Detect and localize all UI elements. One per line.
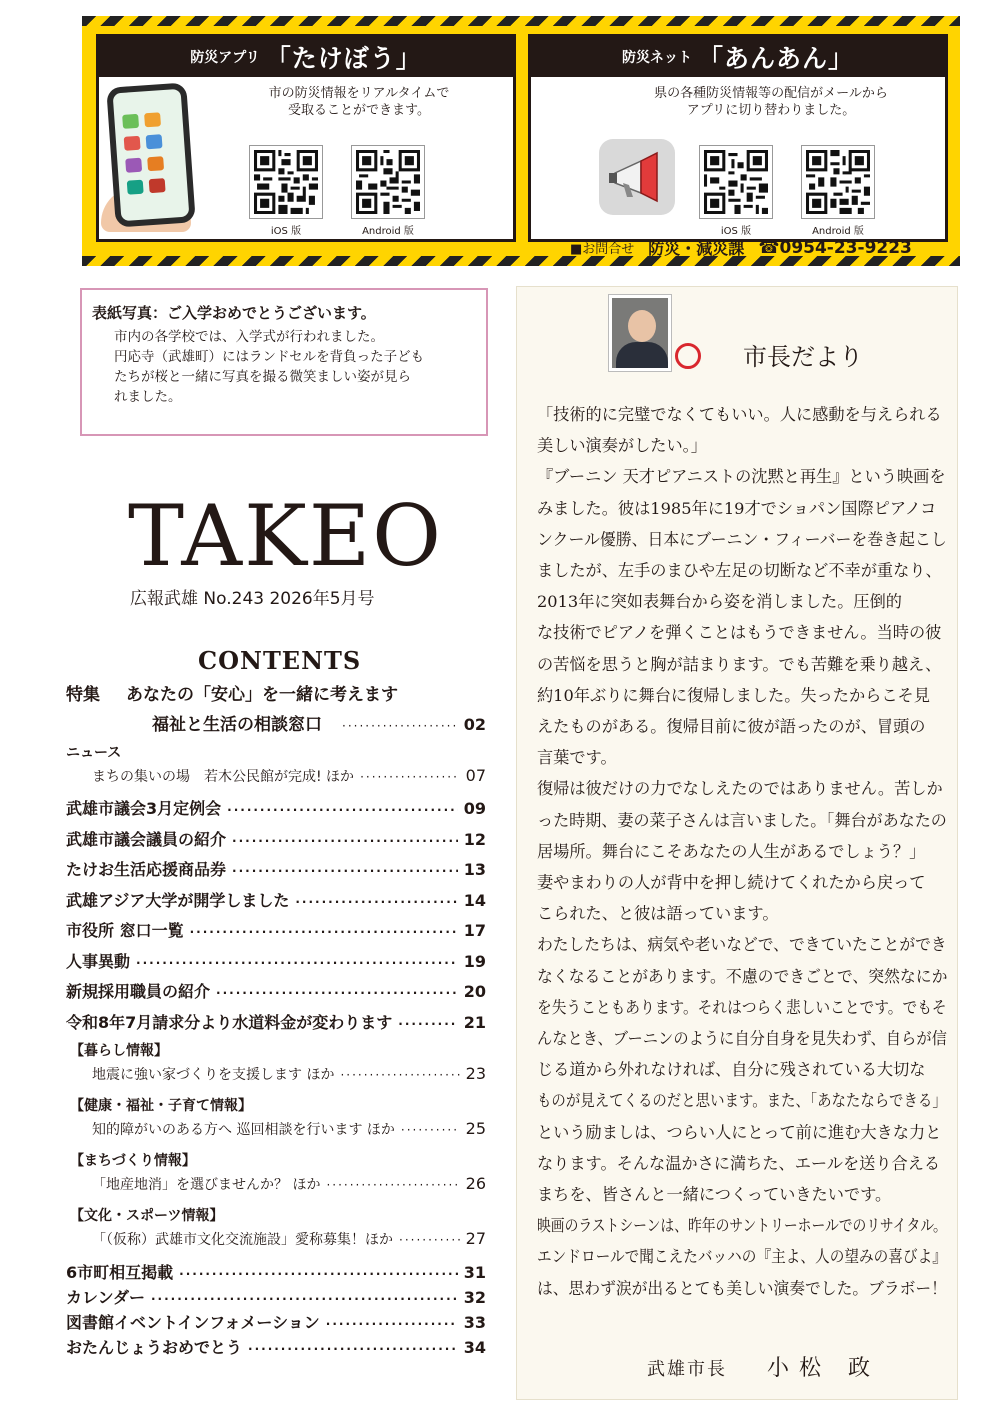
megaphone-icon — [599, 139, 675, 215]
toc-item[interactable]: 武雄アジア大学が開学しました ····· 14 — [66, 888, 486, 919]
smartphone-icon — [106, 82, 196, 227]
letter-line: な技術でピアノを弾くことはもうできません。当時の彼 — [537, 623, 942, 643]
letter-line: は、思わず涙が出るとても美しい演奏でした。ブラボー！ — [537, 1278, 947, 1298]
app-description: 市の防災情報をリアルタイムで 受取ることができます。 — [268, 86, 450, 118]
letter-line: 約10年ぶりに舞台に復帰しました。失ったからこそ見 — [537, 685, 930, 705]
letter-line: ンクール優勝、日本にブーニン・フィーバーを巻き起こし — [537, 529, 947, 549]
letter-line: 映画のラストシーンは、昨年のサントリーホールでのリサイタル。 — [537, 1216, 947, 1236]
toc-page: 02 — [463, 715, 486, 734]
letter-line: った時期、妻の菜子さんは言いました。「舞台があなたの — [537, 810, 947, 830]
toc-category-item[interactable]: 「（仮称）武雄市文化交流施設」愛称募集！ほか ····· 27 — [66, 1229, 486, 1260]
cover-title: 表紙写真：ご入学おめでとうございます。 — [92, 304, 376, 322]
net-label-big: 「あんあん」 — [697, 44, 854, 73]
toc-item[interactable]: たけお生活応援商品券 ····· 13 — [66, 857, 486, 888]
disaster-info-banner — [82, 16, 960, 266]
takebou-app-panel — [96, 34, 516, 242]
toc-page: 27 — [465, 1229, 486, 1248]
toc-special-1[interactable] — [66, 680, 486, 710]
toc-item[interactable]: 武雄市議会議員の紹介 ····· 12 — [66, 827, 486, 858]
toc-category-label: 【文化・スポーツ情報】 — [70, 1208, 224, 1224]
toc-special-label: 特集 — [66, 685, 100, 705]
letter-line: を失うこともあります。それはつらく悲しいことです。でもそ — [537, 997, 947, 1017]
android-label: Android 版 — [362, 226, 414, 237]
letter-line: ましたが、左手のまひや左足の切断など不幸が重なり、 — [537, 561, 942, 581]
toc-news-label: ニュース — [66, 745, 122, 761]
letter-line: エンドロールで聞こえたバッハの『主よ、人の望みの喜びよ』 — [537, 1247, 947, 1267]
letter-line: じる道から外れなければ、自分に残されている大切な — [537, 1060, 926, 1080]
letter-line: なります。そんな温かさに満ちた、エールを送り合える — [537, 1153, 941, 1173]
toc-page: 19 — [463, 951, 486, 971]
toc-category-label: 【暮らし情報】 — [70, 1043, 168, 1059]
ios-qr[interactable] — [699, 145, 773, 237]
masthead-title: TAKEO — [128, 487, 444, 585]
android-qr[interactable] — [351, 145, 425, 237]
toc-tail-list — [66, 1260, 486, 1360]
toc-category-item[interactable]: 知的障がいのある方へ 巡回相談を行います ほか ····· 25 — [66, 1119, 486, 1150]
toc-category-list — [66, 1040, 486, 1260]
letter-line: ものが見えてくるのだと思います。また、「あなたならできる」 — [537, 1091, 947, 1111]
toc-page: 26 — [465, 1174, 486, 1193]
toc-news-item[interactable]: まちの集いの場 若木公民館が完成! ほか ····· 07 — [66, 766, 486, 796]
android-label: Android 版 — [812, 226, 864, 237]
letter-line: まちを、皆さんと一緒につくっていきたいです。 — [537, 1185, 892, 1205]
toc-page: 12 — [463, 829, 486, 849]
toc-page: 31 — [463, 1263, 486, 1282]
letter-line: 『ブーニン 天才ピアニストの沈黙と再生』という映画を — [537, 467, 946, 487]
letter-line: 言葉です。 — [537, 748, 617, 768]
net-label-small: 防災ネット — [621, 50, 692, 66]
toc-page: 23 — [465, 1064, 486, 1083]
qr-code-icon — [801, 145, 875, 219]
letter-body — [537, 399, 947, 1304]
toc-item[interactable]: おたんじょうおめでとう ····· 34 — [66, 1335, 486, 1360]
contact-dept: 防災・減災課 — [648, 239, 745, 258]
toc-item[interactable]: 令和8年7月請求分より水道料金が変わります ····· 21 — [66, 1010, 486, 1041]
contact-label: ■お問合せ — [570, 242, 635, 257]
masthead-subtitle: 広報武雄 No.243 2026年5月号 — [130, 589, 375, 609]
toc-category-label: 【まちづくり情報】 — [70, 1153, 196, 1169]
qr-code-icon — [699, 145, 773, 219]
toc-page: 14 — [463, 890, 486, 910]
letter-line: 妻やまわりの人が背中を押し続けてくれたから戻って — [537, 873, 926, 893]
letter-line: こられた、と彼は語っています。 — [537, 904, 779, 924]
letter-line: の苦悩を思うと胸が詰まります。でも苦難を乗り越え、 — [537, 654, 942, 674]
toc-item[interactable]: 武雄市議会3月定例会 ····· 09 — [66, 796, 486, 827]
letter-line: 居場所。舞台にこそあなたの人生があるでしょう？」 — [537, 841, 926, 861]
letter-line: んなとき、ブーニンのように自分自身を見失わず、自らが信 — [537, 1029, 947, 1049]
contact-phone[interactable]: ☎0954-23-9223 — [758, 237, 912, 258]
letter-line: なくなることがあります。不慮のできごとで、突然なにか — [537, 966, 948, 986]
toc-page: 32 — [463, 1288, 486, 1307]
letter-line: わたしたちは、病気や老いなどで、できていたことができ — [537, 935, 947, 955]
toc-page: 34 — [463, 1338, 486, 1357]
letter-line: 復帰は彼だけの力でなしえたのではありません。苦しか — [537, 779, 943, 799]
toc-page: 17 — [463, 921, 486, 940]
toc-item[interactable]: 市役所 窓口一覧 ····· 17 — [66, 918, 486, 949]
toc-special-2[interactable]: 福祉と生活の相談窓口 ····· 02 — [66, 710, 486, 742]
toc-item[interactable]: 新規採用職員の紹介 ····· 20 — [66, 979, 486, 1010]
toc-main-list — [66, 796, 486, 1040]
letter-line: 「技術的に完璧でなくてもいい。人に感動を与えられる — [537, 405, 942, 424]
mayor-letter — [516, 286, 958, 1400]
qr-code-icon — [249, 145, 323, 219]
toc-item[interactable]: 図書館イベントインフォメーション ····· 33 — [66, 1310, 486, 1335]
toc-page: 33 — [463, 1313, 486, 1332]
anan-header — [531, 37, 945, 77]
android-qr[interactable] — [801, 145, 875, 237]
mayor-portrait — [609, 295, 671, 371]
toc-item[interactable]: 6市町相互掲載 ····· 31 — [66, 1260, 486, 1285]
toc-page: 21 — [463, 1012, 486, 1032]
toc-special-title: あなたの「安心」を一緒に考えます — [126, 685, 398, 705]
cover-photo-caption — [80, 288, 488, 436]
toc-item[interactable]: カレンダー ····· 32 — [66, 1285, 486, 1310]
toc-category-item[interactable]: 地震に強い家づくりを支援します ほか ····· 23 — [66, 1064, 486, 1095]
toc-page: 09 — [463, 799, 486, 818]
toc-category-label: 【健康・福祉・子育て情報】 — [70, 1098, 252, 1114]
anan-net-panel — [528, 34, 948, 242]
cover-text: 市内の各学校では、入学式が行われました。 円応寺（武雄町）にはランドセルを背負った子ども たちが桜と一緒に写真を撮る微笑ましい姿が見ら れました。 — [114, 329, 425, 405]
letter-line: 美しい演奏がしたい。」 — [537, 436, 707, 456]
letter-line: みました。彼は1985年に19才でショパン国際ピアノコ — [537, 498, 937, 518]
red-seal-icon — [675, 343, 701, 369]
letter-title: 市長だより — [743, 343, 863, 371]
qr-code-icon — [351, 145, 425, 219]
toc-page: 25 — [465, 1119, 486, 1138]
table-of-contents — [66, 680, 486, 1360]
letter-line: えたものがある。復帰目前に彼が語ったのが、冒頭の — [537, 717, 926, 737]
ios-label: iOS 版 — [270, 226, 302, 237]
toc-page: 20 — [463, 982, 486, 1001]
takebou-header — [99, 37, 513, 77]
letter-signature: 武雄市長 小松 政 — [647, 1356, 880, 1381]
letter-line: 2013年に突如表舞台から姿を消しました。圧倒的 — [537, 592, 902, 612]
app-label-big: 「たけぼう」 — [265, 44, 422, 73]
app-label-small: 防災アプリ — [190, 50, 260, 66]
net-description: 県の各種防災情報等の配信がメールから アプリに切り替わりました。 — [654, 86, 888, 118]
toc-page: 13 — [463, 860, 486, 879]
contact-info — [570, 236, 912, 259]
ios-qr[interactable] — [249, 145, 323, 237]
toc-page: 07 — [465, 766, 486, 785]
toc-category-item[interactable]: 「地産地消」を選びませんか？ ほか ····· 26 — [66, 1174, 486, 1205]
hazard-stripes-top — [82, 16, 960, 26]
toc-item[interactable]: 人事異動 ····· 19 — [66, 949, 486, 980]
letter-line: という励ましは、つらい人にとって前に進む大きな力と — [537, 1122, 942, 1142]
ios-label: iOS 版 — [720, 226, 752, 237]
contents-heading: CONTENTS — [198, 646, 362, 675]
